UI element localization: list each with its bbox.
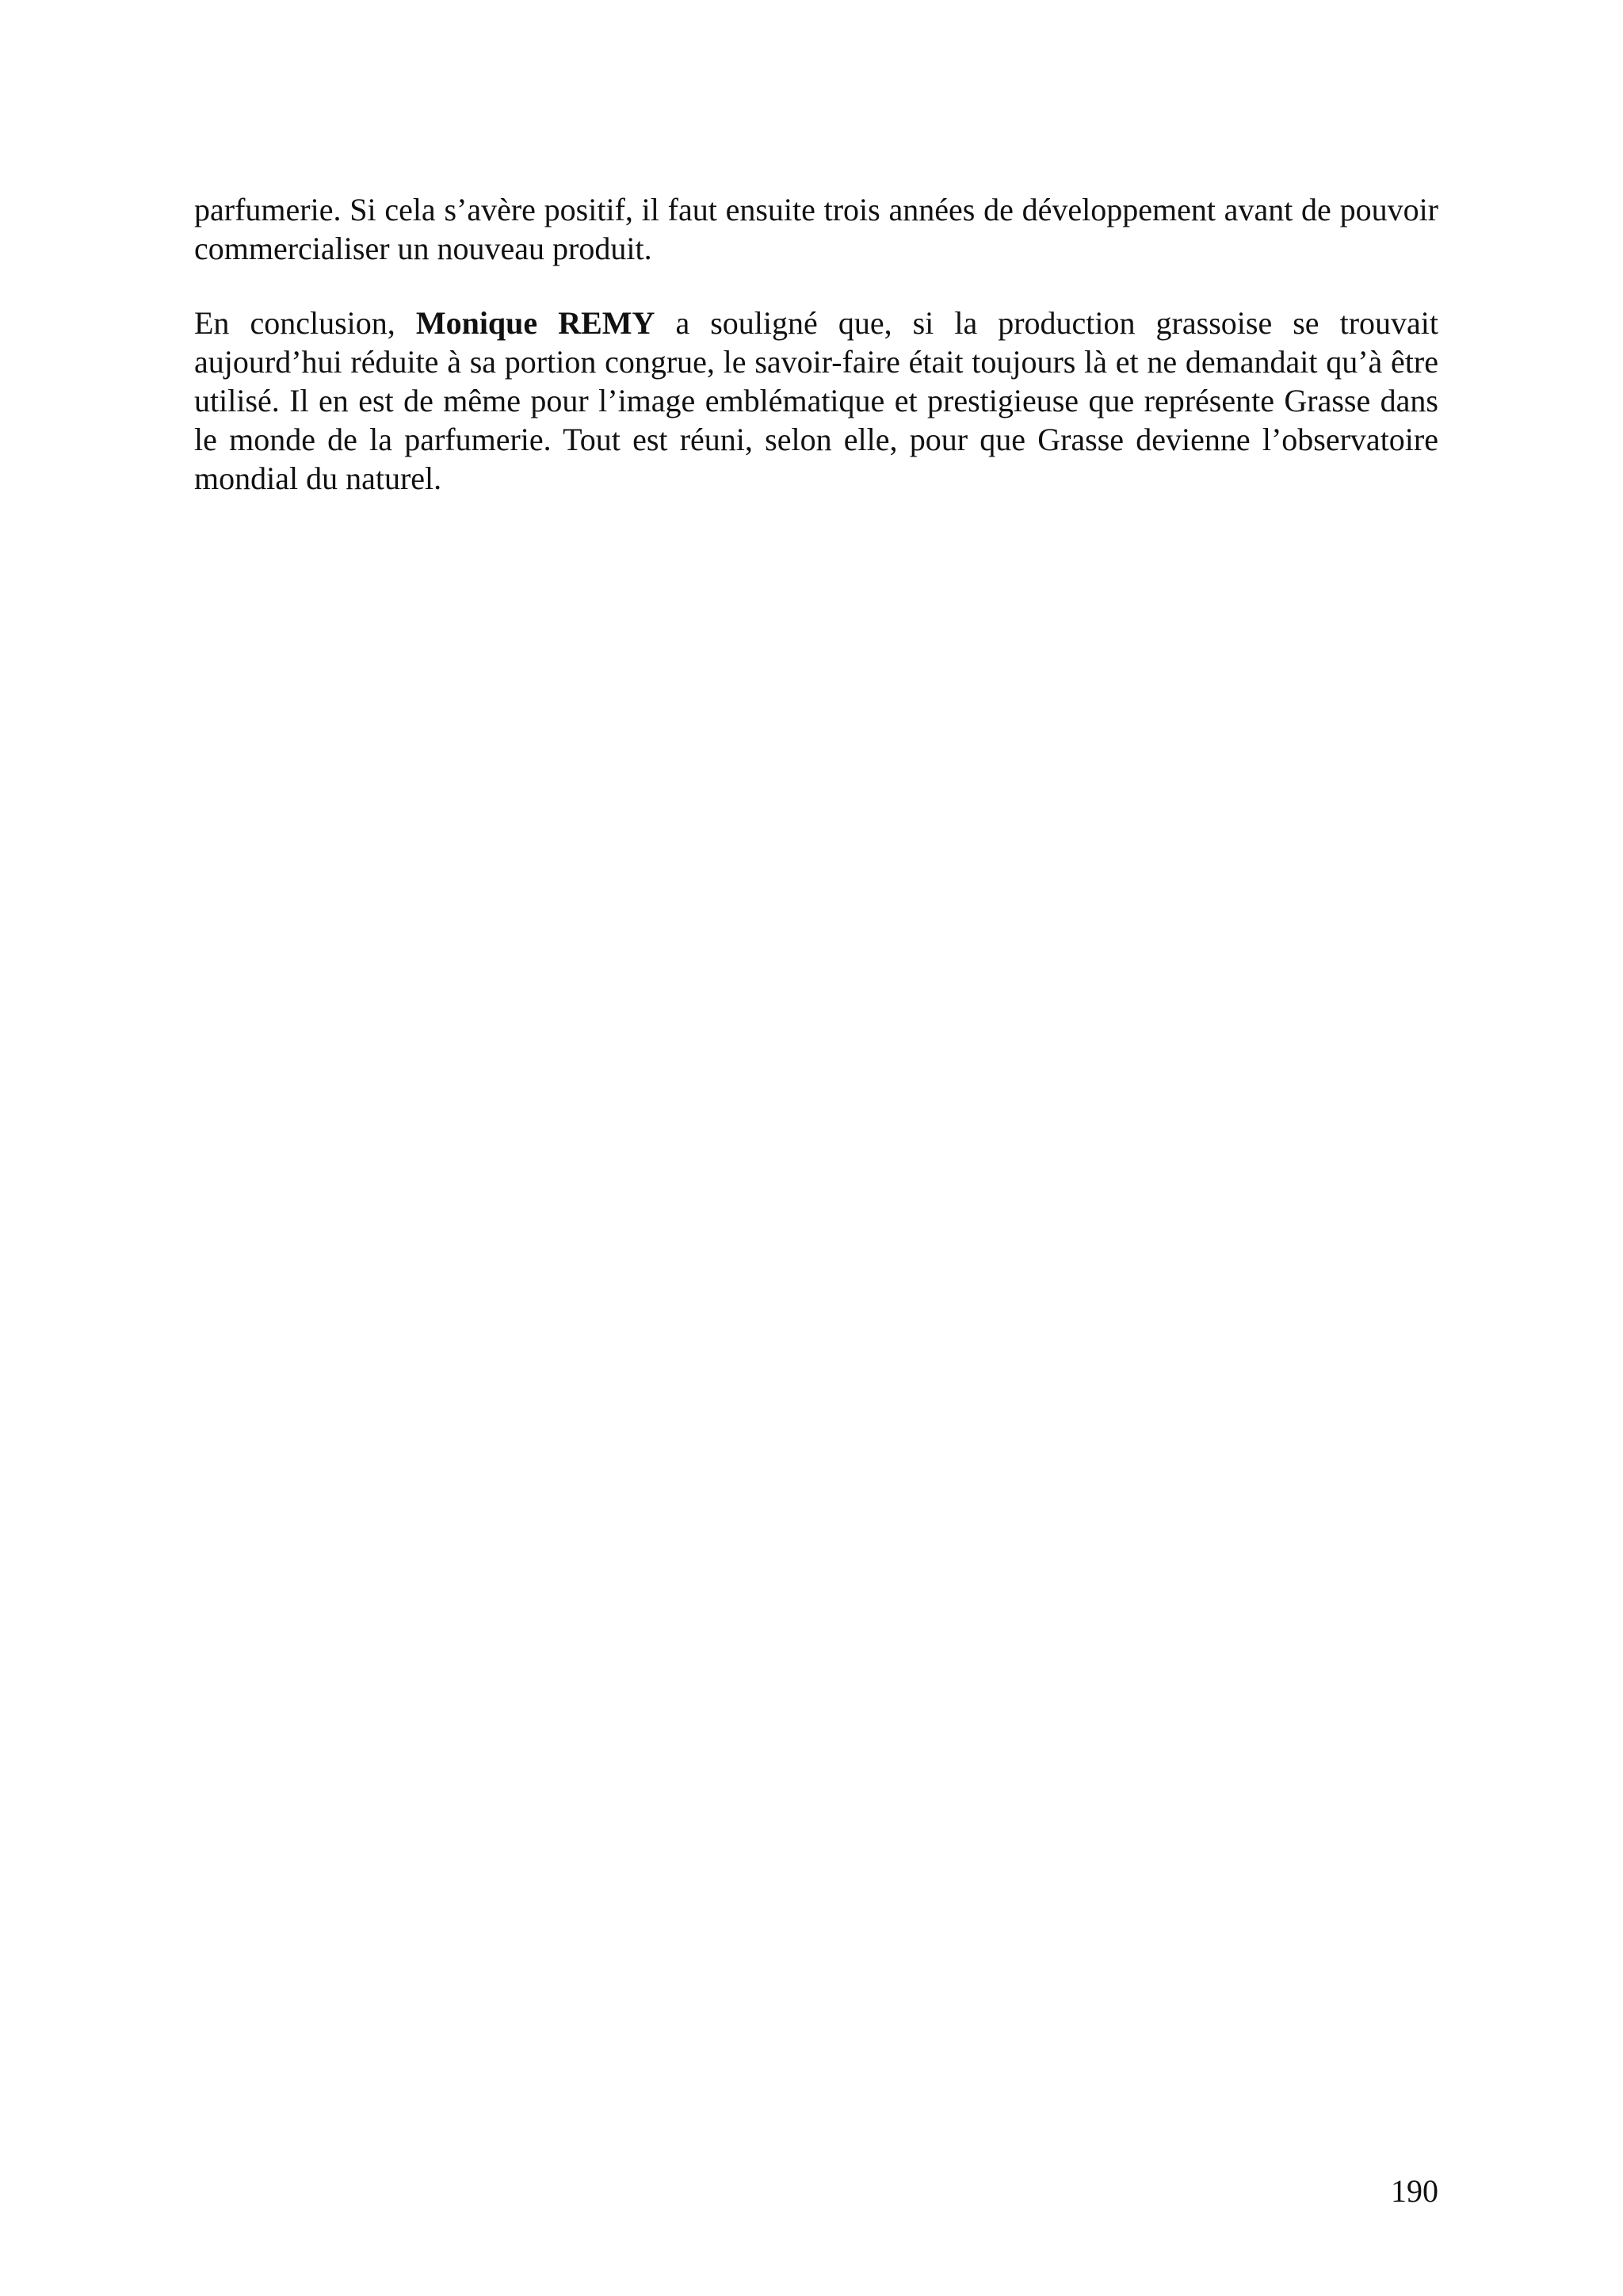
paragraph-conclusion — [194, 304, 1438, 498]
page-number: 190 — [1391, 2173, 1438, 2209]
speaker-name: Monique REMY — [415, 305, 655, 341]
paragraph-continuation: parfumerie. Si cela s’avère positif, il faut ensuite trois années de développement avant de pouvoir commercialiser un nouveau produit. — [194, 192, 1438, 266]
conclusion-body: a souligné que, si la production grassoise se trouvait aujourd’hui réduite à sa portion congrue, le savoir-faire était toujours là et ne demandait qu’à être utilisé. Il en est de même pour l’image emblématique et prestigieuse que représente Grasse dans le monde de la parfumerie. Tout est réuni, selon elle, pour que Grasse devienne l’observatoire mondial du naturel. — [194, 305, 1439, 496]
conclusion-lead: En conclusion, — [194, 305, 416, 341]
document-body — [194, 190, 1438, 498]
